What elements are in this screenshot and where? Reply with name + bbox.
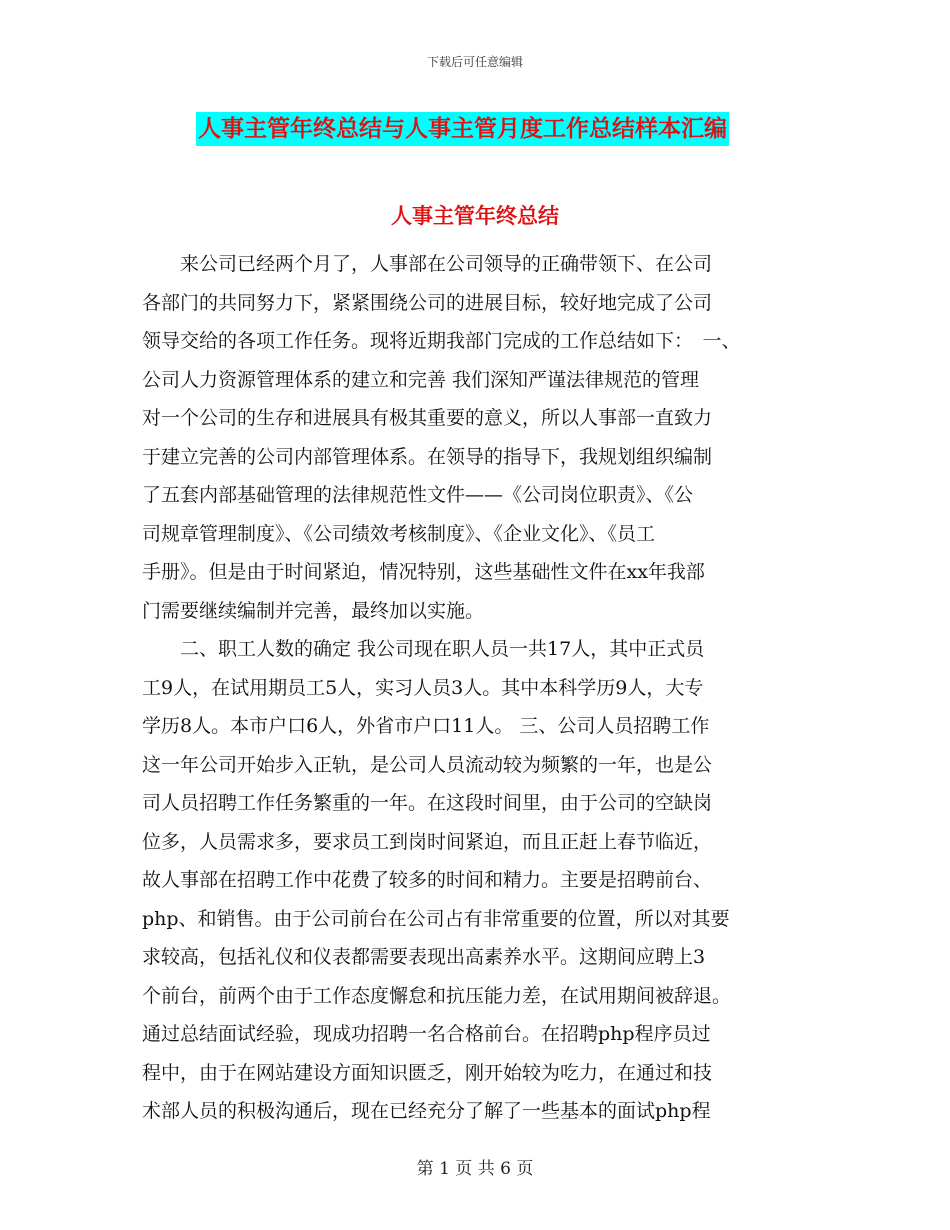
body-line: 司人员招聘工作任务繁重的一年。在这段时间里，由于公司的空缺岗 [142,792,713,814]
body-line: 通过总结面试经验，现成功招聘一名合格前台。在招聘php程序员过 [142,1023,711,1045]
body-line: 这一年公司开始步入正轨，是公司人员流动较为频繁的一年，也是公 [142,753,713,776]
body-line: 手册》。但是由于时间紧迫，情况特别，这些基础性文件在xx年我部 [142,561,705,583]
body-line: 求较高，包括礼仪和仪表都需要表现出高素养水平。这期间应聘上3 [142,946,706,968]
body-line: 程中，由于在网站建设方面知识匮乏，刚开始较为吃力，在通过和技 [142,1061,713,1084]
body-line: 二、职工人数的确定 我公司现在职人员一共17人，其中正式员 [142,638,705,660]
body-line: 司规章管理制度》、《公司绩效考核制度》、《企业文化》、《员工 [142,522,656,545]
section-title: 人事主管年终总结 [391,204,559,228]
body-text [142,245,822,1131]
body-line: 公司人力资源管理体系的建立和完善 我们深知严谨法律规范的管理 [142,368,700,391]
body-line: 学历8人。本市户口6人，外省市户口11人。 三、公司人员招聘工作 [142,715,710,737]
header-note: 下载后可任意编辑 [426,55,523,69]
body-line: 故人事部在招聘工作中花费了较多的时间和精力。主要是招聘前台、 [142,869,713,891]
body-line: 各部门的共同努力下，紧紧围绕公司的进展目标，较好地完成了公司 [142,291,713,314]
body-line: 术部人员的积极沟通后，现在已经充分了解了一些基本的面试php程 [142,1100,711,1122]
body-line: 来公司已经两个月了，人事部在公司领导的正确带领下、在公司 [142,253,713,275]
body-line: 门需要继续编制并完善，最终加以实施。 [142,599,485,622]
body-line: 于建立完善的公司内部管理体系。在领导的指导下，我规划组织编制 [142,445,713,468]
body-line: php、和销售。由于公司前台在公司占有非常重要的位置，所以对其要 [142,907,730,930]
body-line: 工9人，在试用期员工5人，实习人员3人。其中本科学历9人，大专 [142,676,704,699]
body-line: 了五套内部基础管理的法律规范性文件——《公司岗位职责》、《公 [142,484,694,506]
page-number: 第 1 页 共 6 页 [416,1159,534,1179]
body-line: 领导交给的各项工作任务。现将近期我部门完成的工作总结如下： 一、 [142,330,741,352]
document-title: 人事主管年终总结与人事主管月度工作总结样本汇编 [196,112,729,146]
body-line: 个前台，前两个由于工作态度懈怠和抗压能力差，在试用期间被辞退。 [142,984,732,1007]
body-line: 位多，人员需求多，要求员工到岗时间紧迫，而且正赶上春节临近， [142,830,713,853]
body-line: 对一个公司的生存和进展具有极其重要的意义，所以人事部一直致力 [142,407,713,429]
